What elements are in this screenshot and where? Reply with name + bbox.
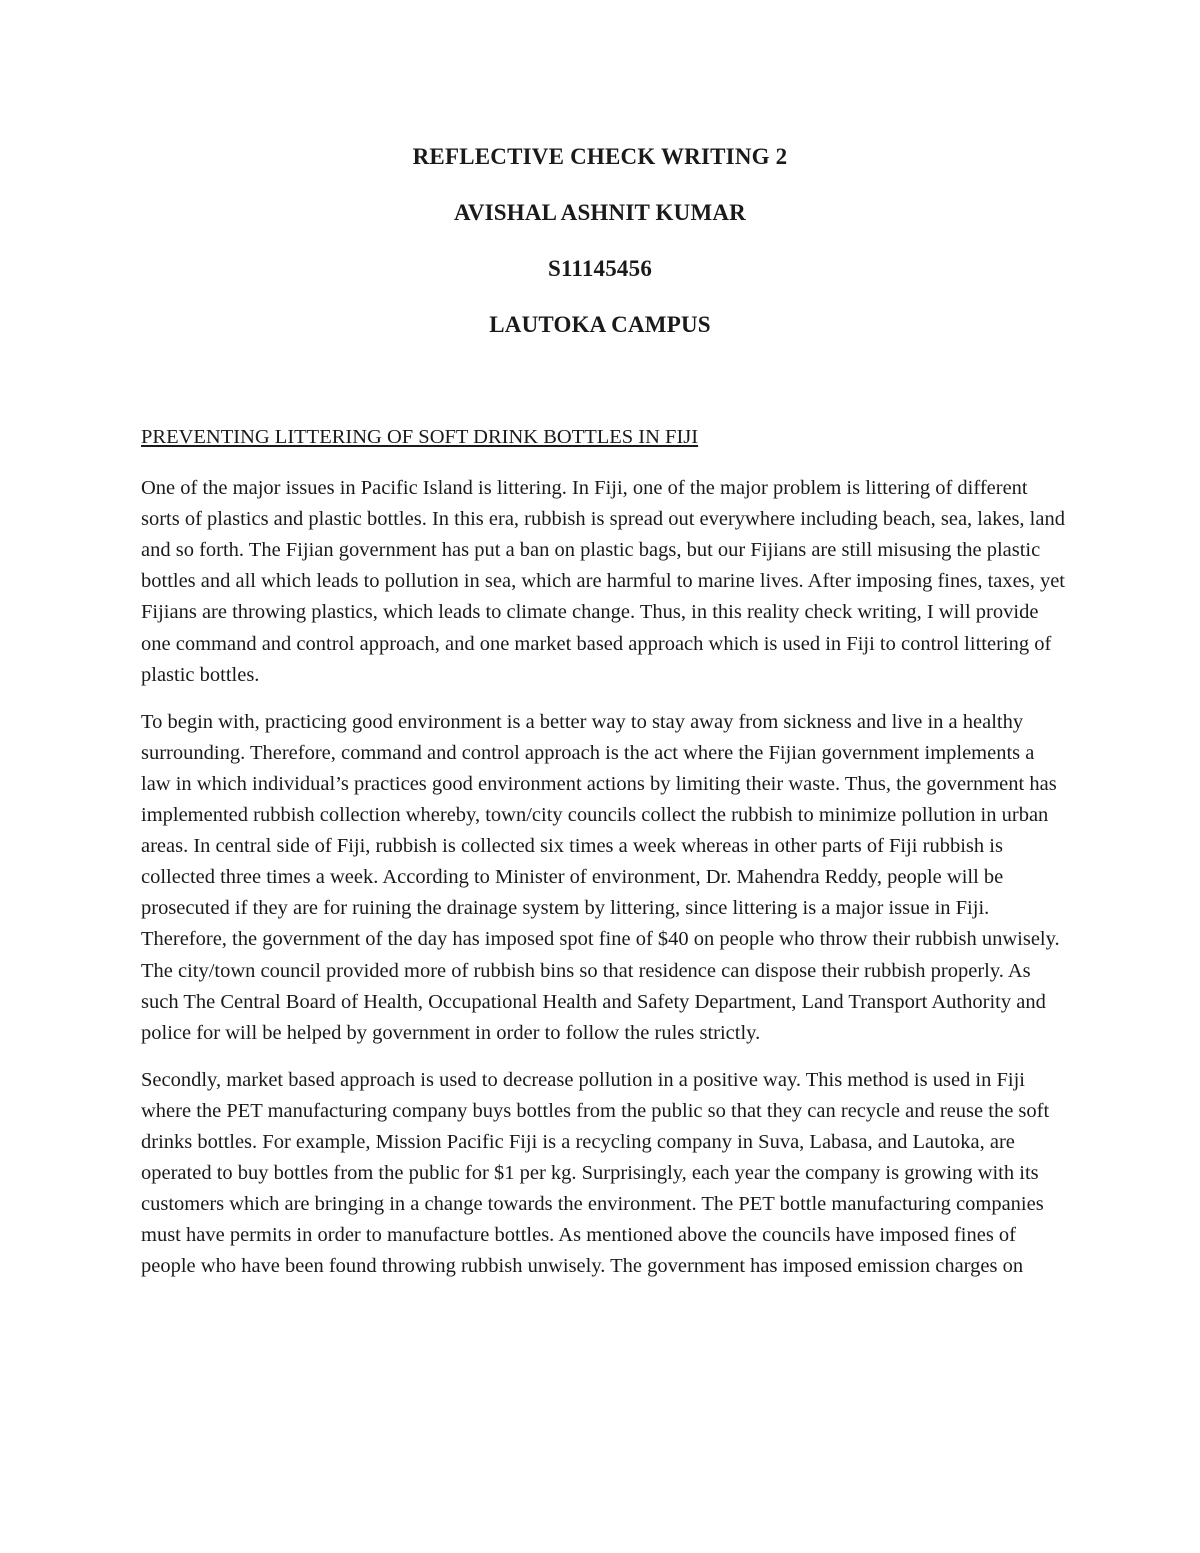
document-title: REFLECTIVE CHECK WRITING 2	[412, 144, 788, 169]
author-name: AVISHAL ASHNIT KUMAR	[453, 200, 746, 225]
paragraph-command-control: To begin with, practicing good environment is a better way to stay away from sickness and live in a healthy surrounding. Therefore, command and control approach is the act where the Fijian government implements a law in which individual’s practices good environment actions by limiting their waste. Thus, the government has implemented rubbish collection whereby, town/city councils collect the rubbish to minimize pollution in urban areas. In central side of Fiji, rubbish is collected six times a week whereas in other parts of Fiji rubbish is collected three times a week. According to Minister of environment, Dr. Mahendra Reddy, people will be prosecuted if they are for ruining the drainage system by littering, since littering is a major issue in Fiji. Therefore, the government of the day has imposed spot fine of $40 on people who throw their rubbish unwisely. The city/town council provided more of rubbish bins so that residence can dispose their rubbish properly. As such The Central Board of Health, Occupational Health and Safety Department, Land Transport Authority and police for will be helped by government in order to follow the rules strictly.	[141, 710, 1060, 1044]
document-body	[141, 422, 1066, 1298]
title-block	[0, 143, 1200, 367]
paragraph-market-based: Secondly, market based approach is used to decrease pollution in a positive way. This method is used in Fiji where the PET manufacturing company buys bottles from the public so that they can recycle and reuse the soft drinks bottles. For example, Mission Pacific Fiji is a recycling company in Suva, Labasa, and Lautoka, are operated to buy bottles from the public for $1 per kg. Surprisingly, each year the company is growing with its customers which are bringing in a change towards the environment. The PET bottle manufacturing companies must have permits in order to manufacture bottles. As mentioned above the councils have imposed fines of people who have been found throwing rubbish unwisely. The government has imposed emission charges on	[141, 1068, 1050, 1278]
section-heading: PREVENTING LITTERING OF SOFT DRINK BOTTLES IN FIJI	[141, 426, 699, 448]
campus-name: LAUTOKA CAMPUS	[489, 312, 711, 337]
student-id: S11145456	[547, 256, 653, 281]
paragraph-intro: One of the major issues in Pacific Island is littering. In Fiji, one of the major problem is littering of different sorts of plastics and plastic bottles. In this era, rubbish is spread out everywhere including beach, sea, lakes, land and so forth. The Fijian government has put a ban on plastic bags, but our Fijians are still misusing the plastic bottles and all which leads to pollution in sea, which are harmful to marine lives. After imposing fines, taxes, yet Fijians are throwing plastics, which leads to climate change. Thus, in this reality check writing, I will provide one command and control approach, and one market based approach which is used in Fiji to control littering of plastic bottles.	[141, 477, 1065, 686]
